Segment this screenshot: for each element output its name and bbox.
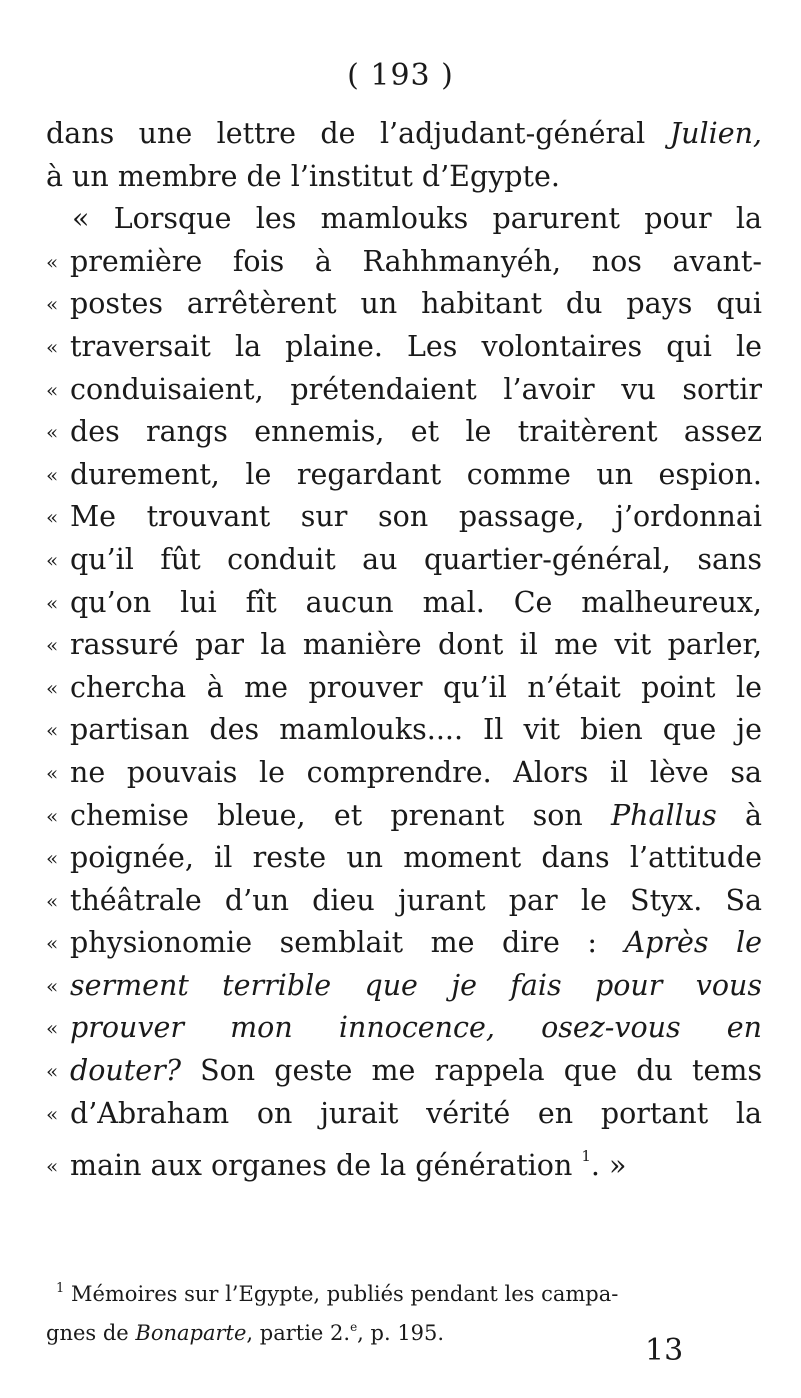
text-line [46, 752, 762, 795]
quote-mark: « [46, 420, 59, 445]
quote-mark: « [46, 888, 59, 913]
text-line [46, 241, 762, 284]
text-run: . » [590, 1149, 627, 1183]
quote-mark: « [46, 249, 59, 274]
quote-mark: « [46, 377, 59, 402]
text-run: poignée, il reste un moment dans l’attitude [70, 841, 762, 875]
text-run: physionomie semblait me dire : [70, 926, 625, 960]
text-line [46, 1093, 762, 1136]
text-run: ne pouvais le comprendre. Alors il lève sa [70, 755, 762, 789]
text-line [46, 411, 762, 454]
text-line [46, 667, 762, 710]
quote-mark: « [46, 846, 59, 871]
footnote-marker: 1 [56, 1281, 65, 1296]
text-line [46, 582, 762, 625]
text-run: première fois à Rahhmanyéh, nos avant- [70, 244, 762, 278]
text-run: qu’il fût conduit au quartier-général, sans [70, 542, 762, 576]
text-run: dans une lettre de l’adjudant-général [46, 117, 670, 150]
text-line [46, 922, 762, 965]
text-line [46, 965, 762, 1008]
quote-mark: « [46, 590, 59, 615]
body-text [46, 113, 762, 1188]
text-run: à [716, 798, 762, 832]
quote-mark: « [46, 1016, 59, 1041]
text-line [46, 113, 762, 156]
quote-mark: « [46, 462, 59, 487]
quote-mark: « [46, 675, 59, 700]
text-run: chemise bleue, et prenant son [70, 798, 611, 832]
superscript: e [350, 1320, 358, 1334]
text-line [46, 496, 762, 539]
text-run: Son geste me rappela que du tems [180, 1054, 762, 1088]
text-line [46, 454, 762, 497]
quote-mark: « [46, 292, 59, 317]
text-line [46, 369, 762, 412]
text-run: théâtrale d’un dieu jurant par le Styx. Sa [70, 883, 762, 917]
italic-run: Après le [624, 926, 762, 960]
text-line [46, 880, 762, 923]
text-run: rassuré par la manière dont il me vit parler, [70, 628, 762, 662]
text-run: qu’on lui fît aucun mal. Ce malheureux, [70, 585, 762, 619]
quote-mark: « [46, 1101, 59, 1126]
text-run: d’Abraham on jurait vérité en portant la [70, 1096, 762, 1130]
text-run: , p. 195. [357, 1321, 445, 1345]
text-run: durement, le regardant comme un espion. [70, 457, 762, 491]
quote-mark: « [46, 718, 59, 743]
text-line [46, 624, 762, 667]
text-line [46, 539, 762, 582]
text-run: chercha à me prouver qu’il n’était point le [70, 670, 762, 704]
text-line: à un membre de l’institut d’Egypte. [46, 159, 560, 193]
text-run: gnes de [46, 1321, 136, 1345]
text-run: Me trouvant sur son passage, j’ordonnai [70, 500, 762, 534]
footnote-line [46, 1272, 762, 1311]
quote-mark: « [46, 334, 59, 359]
text-run: , partie 2. [246, 1321, 351, 1345]
text-run: postes arrêtèrent un habitant du pays qui [70, 287, 762, 321]
signature-mark: 13 [645, 1333, 684, 1368]
text-line [46, 1135, 762, 1188]
text-run: Mémoires sur l’Egypte, publiés pendant les campa- [64, 1282, 619, 1306]
quote-mark: « [46, 760, 59, 785]
text-line [46, 283, 762, 326]
footnote-ref: 1 [581, 1147, 591, 1166]
quote-mark: « [46, 803, 59, 828]
italic-run: serment terrible que je fais pour vous [70, 968, 762, 1002]
quote-mark: « [46, 633, 59, 658]
text-line [46, 1007, 762, 1050]
text-line: « Lorsque les mamlouks parurent pour la [72, 202, 762, 236]
text-run: partisan des mamlouks.... Il vit bien que je [70, 713, 762, 747]
italic-name: Bonaparte [135, 1321, 247, 1345]
text-run: traversait la plaine. Les volontaires qui le [70, 329, 762, 363]
text-run: main aux organes de la génération [70, 1149, 582, 1183]
quote-mark: « [46, 973, 59, 998]
text-line [46, 326, 762, 369]
quote-mark: « [46, 505, 59, 530]
text-run: des rangs ennemis, et le traitèrent assez [70, 415, 762, 449]
quote-mark: « [46, 931, 59, 956]
italic-run: douter? [70, 1054, 181, 1088]
text-line [46, 795, 762, 838]
text-line [46, 837, 762, 880]
quote-mark: « [46, 1059, 59, 1084]
italic-word: Phallus [611, 798, 717, 832]
text-run: conduisaient, prétendaient l’avoir vu sortir [70, 372, 762, 406]
text-line [46, 709, 762, 752]
italic-run: prouver mon innocence, osez-vous en [70, 1011, 762, 1045]
text-line [46, 1050, 762, 1093]
quote-mark: « [46, 1154, 59, 1179]
quote-mark: « [46, 547, 59, 572]
page-number: ( 193 ) [347, 58, 454, 93]
italic-name: Julien, [669, 117, 762, 150]
